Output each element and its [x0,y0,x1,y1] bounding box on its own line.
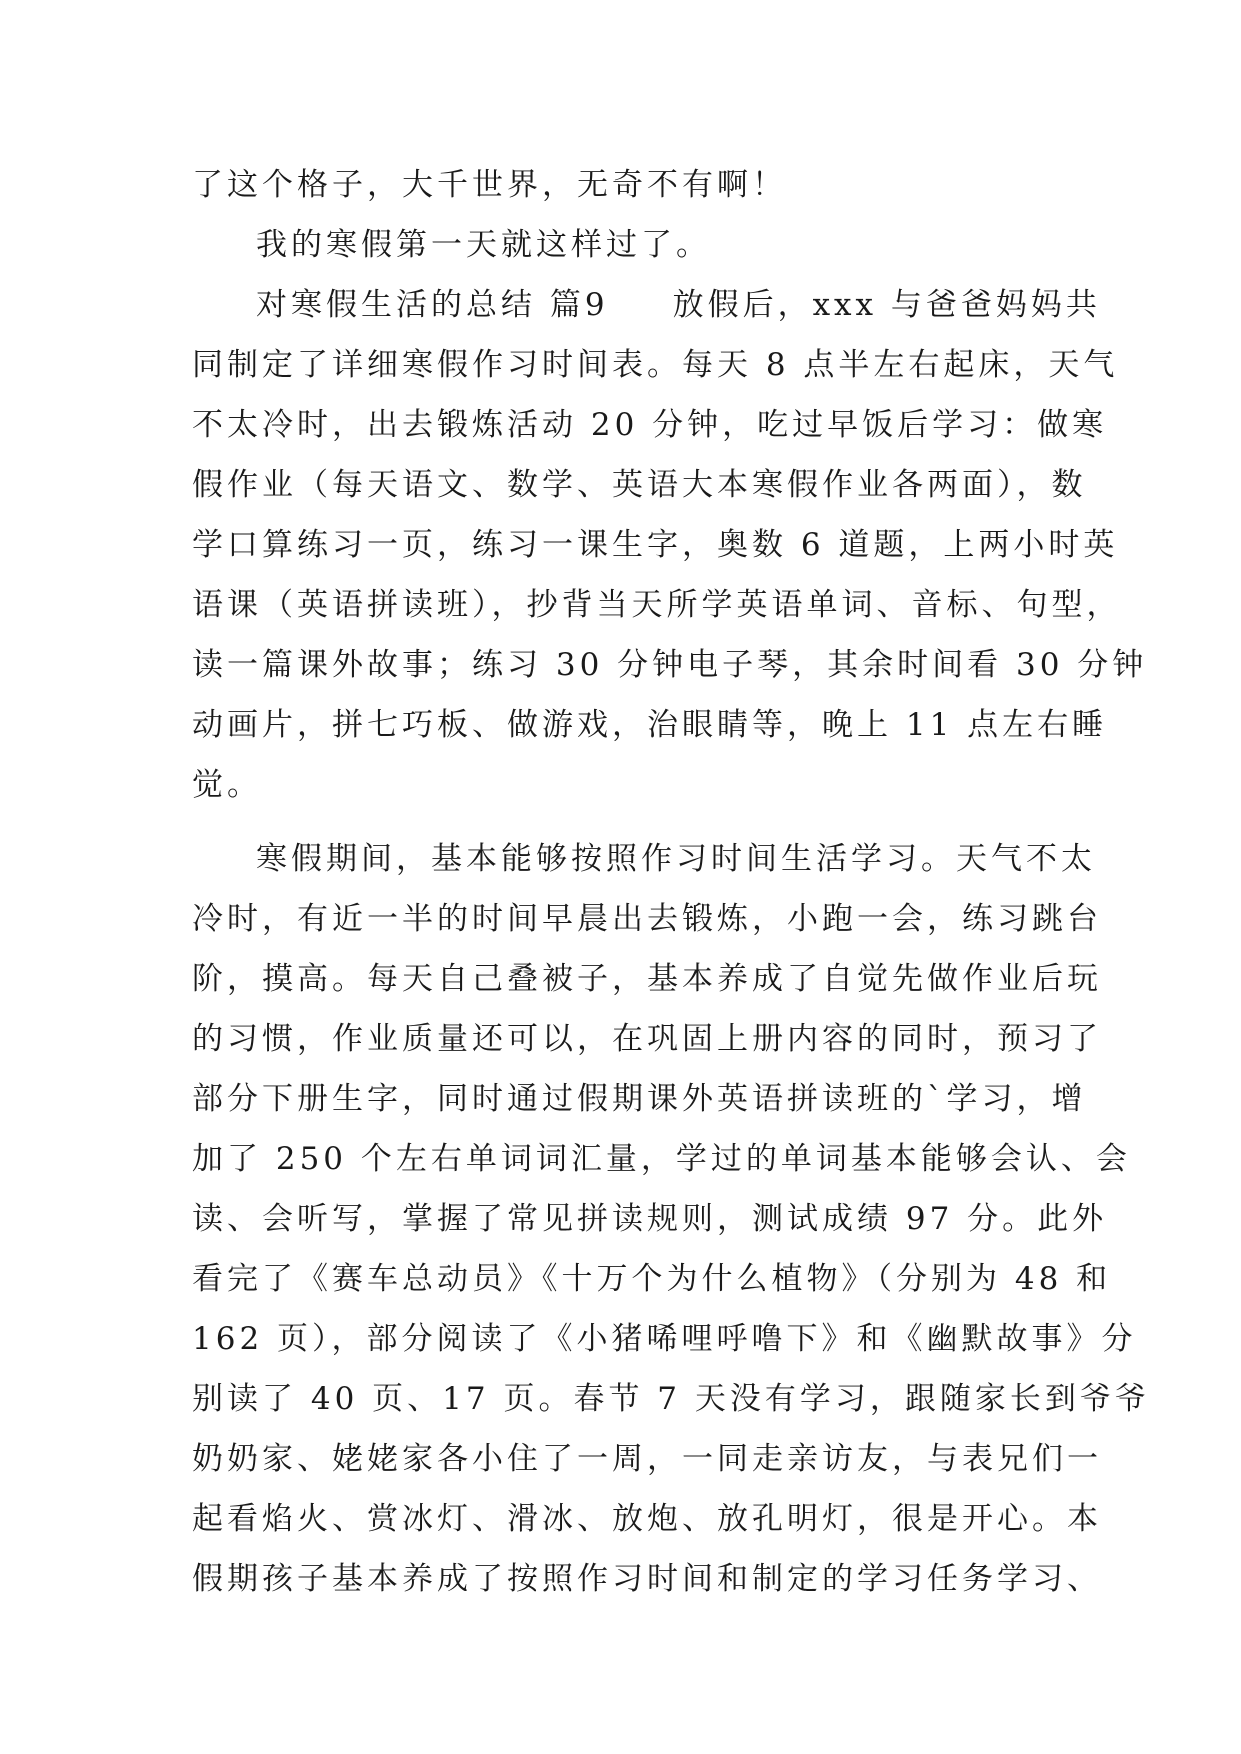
text-line: 我的寒假第一天就这样过了。 [256,227,711,263]
text-line: 的习惯，作业质量还可以，在巩固上册内容的同时，预习了 [192,1021,1102,1057]
text-line: 了这个格子，大千世界，无奇不有啊！ [192,167,787,203]
text-line: 假作业（每天语文、数学、英语大本寒假作业各两面），数 [192,467,1087,503]
text-line: 部分下册生字，同时通过假期课外英语拼读班的`学习，增 [192,1081,1087,1117]
text-line: 读、会听写，掌握了常见拼读规则，测试成绩 97 分。此外 [192,1201,1108,1237]
text-line: 寒假期间，基本能够按照作习时间生活学习。天气不太 [256,841,1096,877]
text-line: 学口算练习一页，练习一课生字，奥数 6 道题，上两小时英 [192,527,1119,563]
text-line: 起看焰火、赏冰灯、滑冰、放炮、放孔明灯，很是开心。本 [192,1501,1102,1537]
text-line: 假期孩子基本养成了按照作习时间和制定的学习任务学习、 [192,1561,1102,1597]
section-heading-line [192,283,1101,343]
section-heading: 对寒假生活的总结 篇9 [256,287,609,323]
text-line: 觉。 [192,767,262,803]
text-line: 语课（英语拼读班），抄背当天所学英语单词、音标、句型， [192,587,1122,623]
text-line: 加了 250 个左右单词词汇量，学过的单词基本能够会认、会 [192,1141,1131,1177]
text-line: 162 页），部分阅读了《小猪唏哩呼噜下》和《幽默故事》分 [192,1321,1137,1357]
text-fragment: 放假后，xxx 与爸爸妈妈共 [672,287,1101,323]
text-line: 别读了 40 页、17 页。春节 7 天没有学习，跟随家长到爷爷 [192,1381,1150,1417]
text-line: 冷时，有近一半的时间早晨出去锻炼，小跑一会，练习跳台 [192,901,1102,937]
text-line: 奶奶家、姥姥家各小住了一周，一同走亲访友，与表兄们一 [192,1441,1102,1477]
document-body [192,163,1150,1617]
text-line: 看完了《赛车总动员》《十万个为什么植物》（分别为 48 和 [192,1261,1112,1297]
text-line: 读一篇课外故事；练习 30 分钟电子琴，其余时间看 30 分钟 [192,647,1148,683]
text-line: 同制定了详细寒假作习时间表。每天 8 点半左右起床，天气 [192,347,1119,383]
text-line: 阶，摸高。每天自己叠被子，基本养成了自觉先做作业后玩 [192,961,1102,997]
text-line: 动画片，拼七巧板、做游戏，治眼睛等，晚上 11 点左右睡 [192,707,1108,743]
text-line: 不太冷时，出去锻炼活动 20 分钟，吃过早饭后学习：做寒 [192,407,1108,443]
